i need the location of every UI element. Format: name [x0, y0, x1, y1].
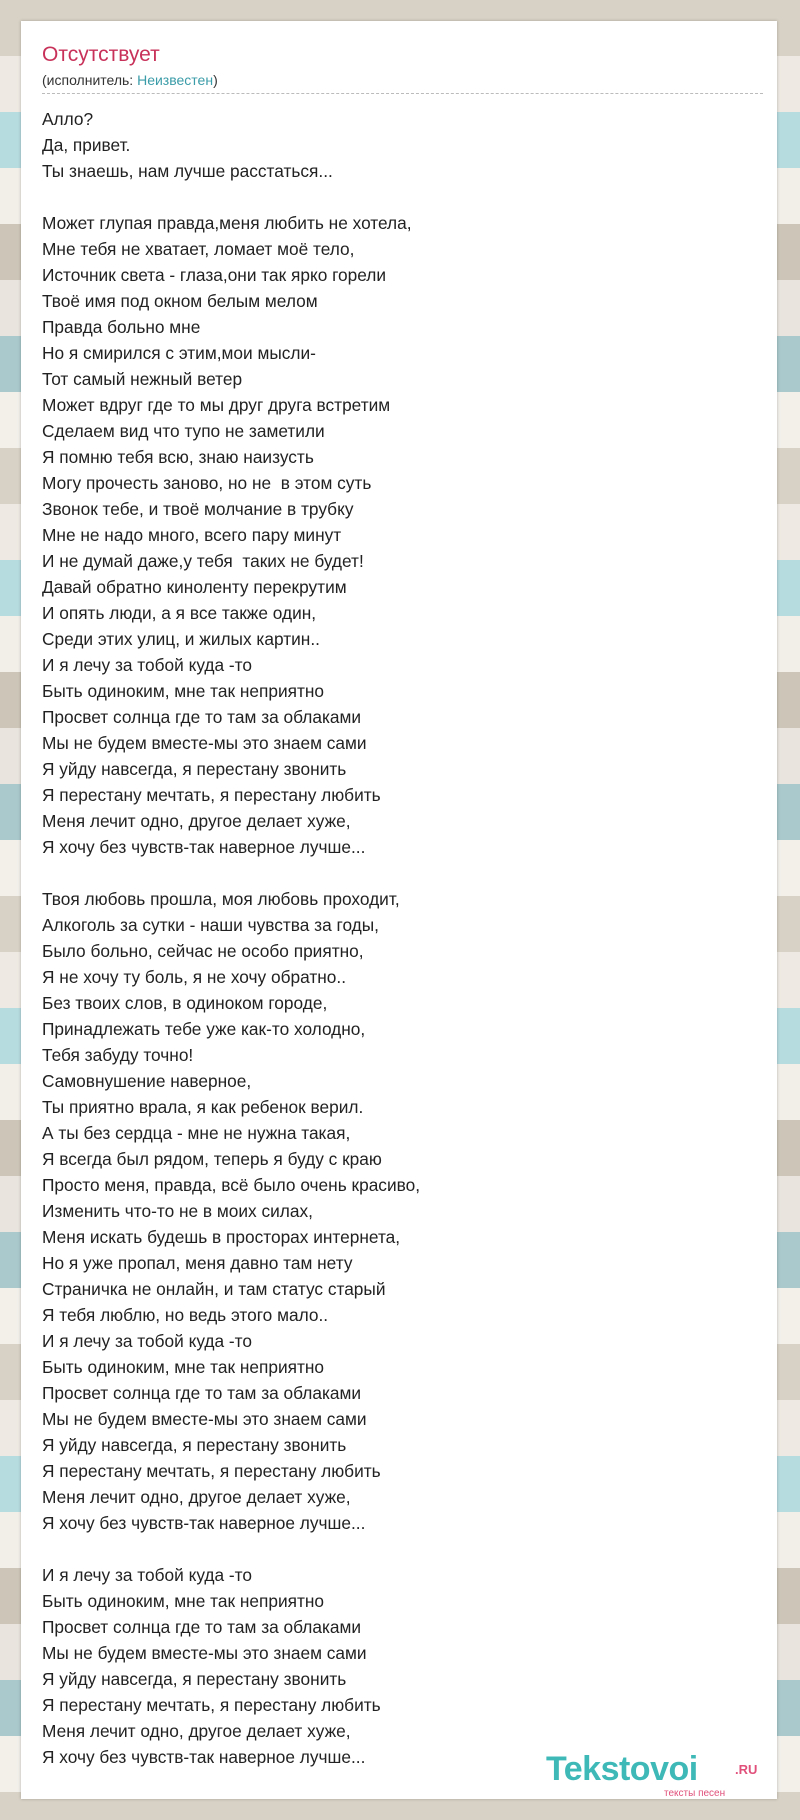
lyric-blank-line: [42, 184, 420, 210]
logo-wordmark: Tekstovoi: [546, 1750, 698, 1788]
lyric-line: Страничка не онлайн, и там статус старый: [42, 1279, 386, 1299]
lyric-line: И опять люди, а я все также один,: [42, 603, 317, 623]
lyric-line: Я всегда был рядом, теперь я буду с краю: [42, 1149, 382, 1169]
lyric-line: Тот самый нежный ветер: [42, 369, 243, 389]
lyric-line: Алкоголь за сутки - наши чувства за годы,: [42, 915, 379, 935]
lyric-line: Ты знаешь, нам лучше расстаться...: [42, 161, 333, 181]
lyric-blank-line: [42, 860, 420, 886]
lyric-line: И я лечу за тобой куда -то: [42, 1565, 252, 1585]
lyric-line: Давай обратно киноленту перекрутим: [42, 577, 347, 597]
lyric-line: Я помню тебя всю, знаю наизусть: [42, 447, 314, 467]
lyric-line: Мне не надо много, всего пару минут: [42, 525, 342, 545]
logo-domain: .RU: [735, 1762, 758, 1777]
lyric-line: Быть одиноким, мне так неприятно: [42, 1357, 325, 1377]
lyric-line: Может глупая правда,меня любить не хотела,: [42, 213, 412, 233]
lyric-line: Я хочу без чувств-так наверное лучше...: [42, 837, 366, 857]
lyric-line: Быть одиноким, мне так неприятно: [42, 681, 325, 701]
lyric-line: Просвет солнца где то там за облаками: [42, 707, 362, 727]
lyrics-card: [21, 21, 777, 1799]
artist-link[interactable]: Неизвестен: [137, 72, 214, 88]
lyric-line: Изменить что-то не в моих силах,: [42, 1201, 313, 1221]
lyric-line: Меня лечит одно, другое делает хуже,: [42, 811, 351, 831]
lyric-line: Меня искать будешь в просторах интернета,: [42, 1227, 401, 1247]
lyric-line: Мы не будем вместе-мы это знаем сами: [42, 1643, 367, 1663]
artist-line: [42, 72, 218, 88]
lyric-line: Было больно, сейчас не особо приятно,: [42, 941, 364, 961]
lyric-line: Тебя забуду точно!: [42, 1045, 194, 1065]
lyric-line: Твоя любовь прошла, моя любовь проходит,: [42, 889, 400, 909]
lyric-line: Мне тебя не хватает, ломает моё тело,: [42, 239, 355, 259]
lyric-line: Твоё имя под окном белым мелом: [42, 291, 318, 311]
lyric-line: Я тебя люблю, но ведь этого мало..: [42, 1305, 329, 1325]
artist-suffix: ): [213, 72, 218, 88]
lyric-line: Я перестану мечтать, я перестану любить: [42, 1695, 381, 1715]
lyric-line: Самовнушение наверное,: [42, 1071, 252, 1091]
lyric-line: Я уйду навсегда, я перестану звонить: [42, 759, 347, 779]
lyric-line: Без твоих слов, в одиноком городе,: [42, 993, 328, 1013]
lyrics-text: [42, 106, 420, 1770]
lyric-line: Сделаем вид что тупо не заметили: [42, 421, 325, 441]
site-logo[interactable]: [546, 1750, 786, 1810]
lyric-line: Может вдруг где то мы друг друга встретим: [42, 395, 391, 415]
lyric-line: Я уйду навсегда, я перестану звонить: [42, 1435, 347, 1455]
lyric-line: Правда больно мне: [42, 317, 201, 337]
lyric-line: А ты без сердца - мне не нужна такая,: [42, 1123, 351, 1143]
lyric-line: Но я смирился с этим,мои мысли-: [42, 343, 316, 363]
lyric-line: Я перестану мечтать, я перестану любить: [42, 785, 381, 805]
lyric-line: Мы не будем вместе-мы это знаем сами: [42, 1409, 367, 1429]
lyric-line: Меня лечит одно, другое делает хуже,: [42, 1721, 351, 1741]
lyric-line: Звонок тебе, и твоё молчание в трубку: [42, 499, 354, 519]
lyric-line: Я хочу без чувств-так наверное лучше...: [42, 1747, 366, 1767]
lyric-line: И не думай даже,у тебя таких не будет!: [42, 551, 364, 571]
lyric-line: Но я уже пропал, меня давно там нету: [42, 1253, 353, 1273]
lyric-line: Просвет солнца где то там за облаками: [42, 1617, 362, 1637]
lyric-line: Я не хочу ту боль, я не хочу обратно..: [42, 967, 346, 987]
logo-tagline: тексты песен: [664, 1788, 726, 1799]
lyric-line: Ты приятно врала, я как ребенок верил.: [42, 1097, 364, 1117]
lyric-line: Источник света - глаза,они так ярко горели: [42, 265, 387, 285]
lyric-line: Принадлежать тебе уже как-то холодно,: [42, 1019, 366, 1039]
lyric-line: Среди этих улиц, и жилых картин..: [42, 629, 320, 649]
lyric-line: Просто меня, правда, всё было очень красиво,: [42, 1175, 420, 1195]
header-divider: [42, 93, 763, 94]
lyric-line: Да, привет.: [42, 135, 131, 155]
lyric-line: Мы не будем вместе-мы это знаем сами: [42, 733, 367, 753]
lyric-line: И я лечу за тобой куда -то: [42, 1331, 252, 1351]
lyric-line: Меня лечит одно, другое делает хуже,: [42, 1487, 351, 1507]
lyric-line: Быть одиноким, мне так неприятно: [42, 1591, 325, 1611]
lyric-line: И я лечу за тобой куда -то: [42, 655, 252, 675]
lyric-line: Я хочу без чувств-так наверное лучше...: [42, 1513, 366, 1533]
lyric-line: Просвет солнца где то там за облаками: [42, 1383, 362, 1403]
artist-prefix: (исполнитель:: [42, 72, 138, 88]
lyric-line: Алло?: [42, 109, 94, 129]
lyric-line: Могу прочесть заново, но не в этом суть: [42, 473, 372, 493]
song-title: Отсутствует: [42, 43, 160, 66]
lyric-blank-line: [42, 1536, 420, 1562]
lyric-line: Я перестану мечтать, я перестану любить: [42, 1461, 381, 1481]
lyric-line: Я уйду навсегда, я перестану звонить: [42, 1669, 347, 1689]
